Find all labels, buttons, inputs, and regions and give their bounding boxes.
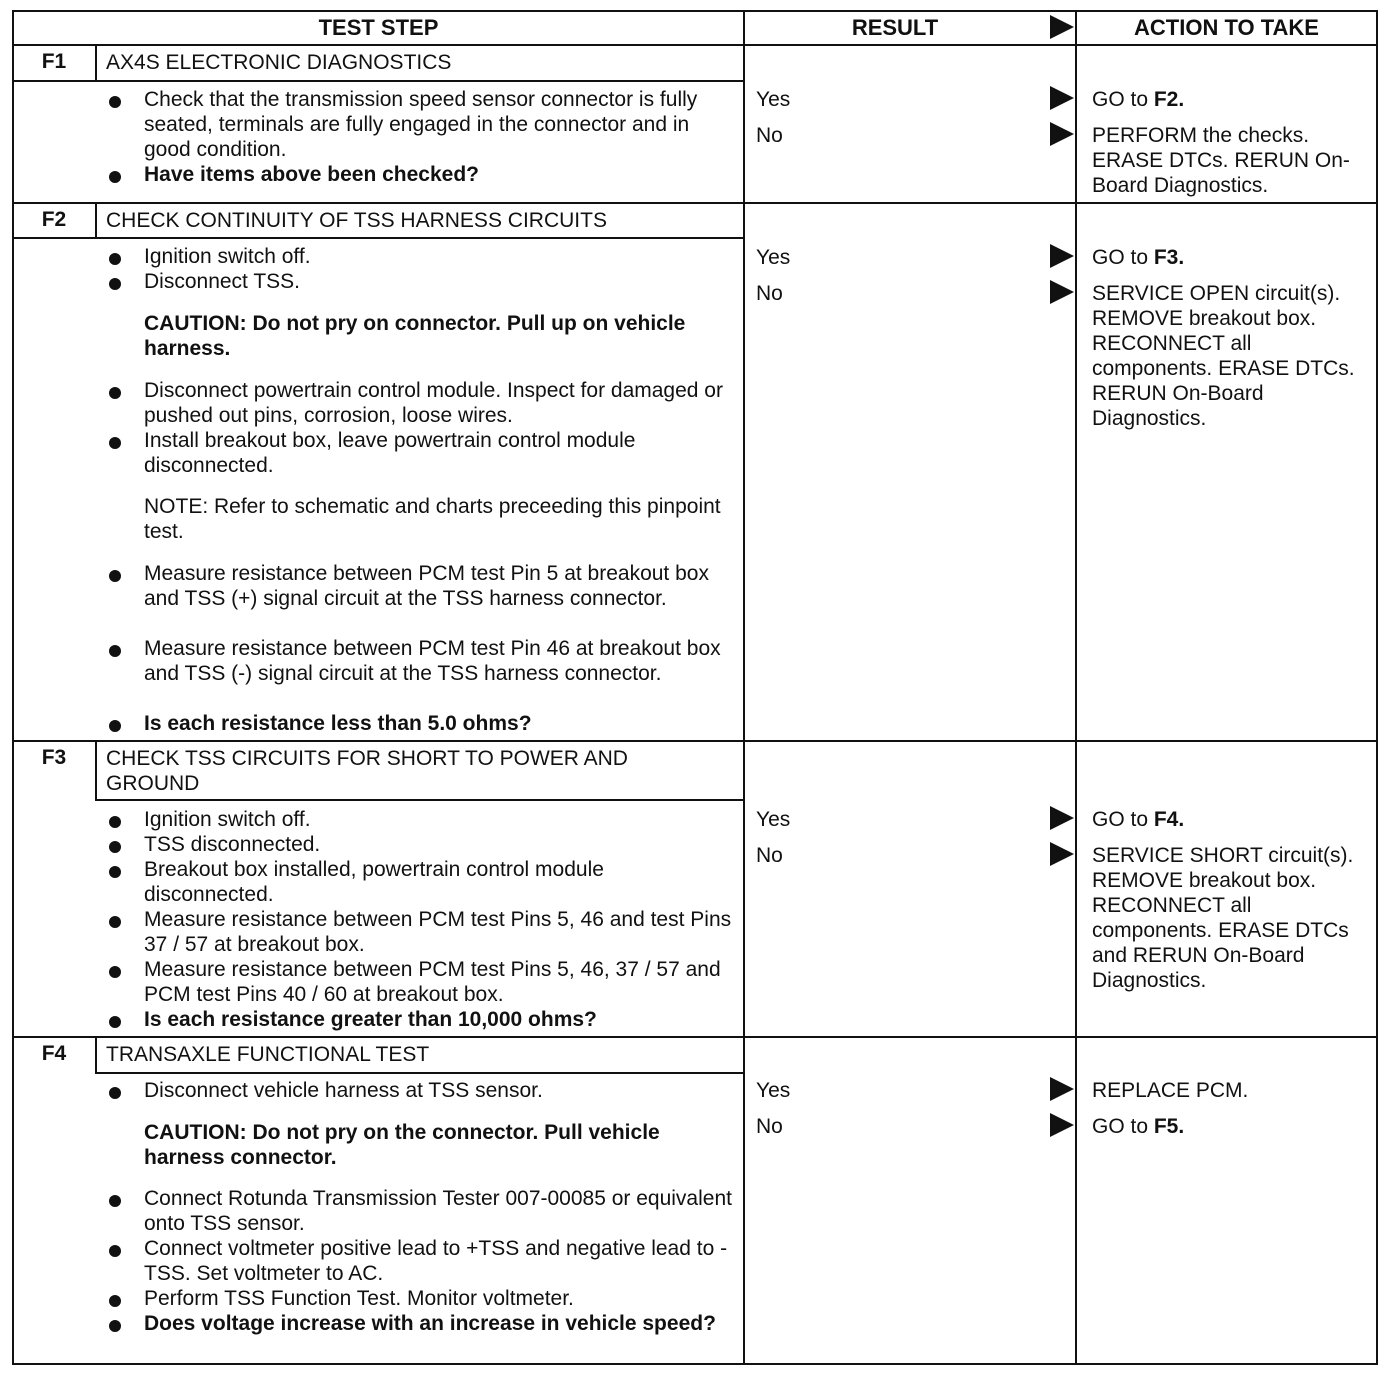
action-text: GO to [1092,808,1154,831]
action-no [1092,1114,1364,1139]
step-separator [12,1036,1378,1038]
step-instruction: Measure resistance between PCM test Pins 5, 46 and test Pins 37 / 57 at breakout box. [144,908,732,956]
action-no: SERVICE SHORT circuit(s). REMOVE breakout box. RECONNECT all components. ERASE DTCs and RERUN On-Board Diagnostics. [1092,844,1354,992]
result-yes: Yes [756,88,791,111]
step-separator [12,740,1378,742]
bullet-icon [109,570,121,582]
bullet-icon [109,387,121,399]
column-divider-result [743,10,745,1365]
result-yes: Yes [756,246,791,269]
step-title: TRANSAXLE FUNCTIONAL TEST [106,1043,430,1066]
caution-note: CAUTION: Do not pry on connector. Pull up on vehicle harness. [144,312,686,360]
action-text: GO to [1092,246,1154,269]
title-underline [12,80,745,82]
step-title: CHECK CONTINUITY OF TSS HARNESS CIRCUITS [106,209,607,232]
step-instruction: Check that the transmission speed sensor connector is fully seated, terminals are fully engaged in the connector and in good condition. [144,88,698,161]
step-instruction: Install breakout box, leave powertrain control module disconnected. [144,429,636,477]
step-instruction: TSS disconnected. [144,833,321,856]
step-instruction: Disconnect vehicle harness at TSS sensor. [144,1079,543,1102]
right-triangle-arrow-icon [1050,1113,1074,1137]
step-id-divider [95,740,97,800]
result-no: No [756,844,783,867]
bullet-icon [109,437,121,449]
result-yes: Yes [756,1079,791,1102]
action-text: GO to [1092,1115,1154,1138]
bullet-icon [109,866,121,878]
title-underline [95,1072,745,1074]
action-yes [1092,87,1364,112]
bullet-icon [109,1016,121,1028]
step-instruction: Perform TSS Function Test. Monitor voltmeter. [144,1287,574,1310]
header-action: ACTION TO TAKE [1134,15,1319,40]
caution-note: CAUTION: Do not pry on the connector. Pull vehicle harness connector. [144,1121,660,1169]
action-yes [1092,807,1364,832]
bullet-icon [109,816,121,828]
right-triangle-arrow-icon [1050,122,1074,146]
bullet-icon [109,1295,121,1307]
action-step-ref: F2. [1153,88,1185,111]
title-underline [95,799,745,801]
bullet-icon [109,278,121,290]
column-divider-action [1075,10,1077,1365]
header-divider [12,44,1378,46]
header-result: RESULT [851,15,939,40]
action-step-ref: F4. [1153,808,1185,831]
step-id: F1 [41,50,67,73]
step-id-divider [95,202,97,238]
right-triangle-arrow-icon [1050,280,1074,304]
step-id-divider [95,1036,97,1073]
right-triangle-arrow-icon [1050,86,1074,110]
step-instruction: Connect voltmeter positive lead to +TSS and negative lead to -TSS. Set voltmeter to AC. [144,1237,728,1285]
step-instruction: Connect Rotunda Transmission Tester 007-00085 or equivalent onto TSS sensor. [144,1187,732,1235]
bullet-icon [109,96,121,108]
bullet-icon [109,841,121,853]
step-question: Is each resistance greater than 10,000 ohms? [144,1008,597,1031]
bullet-icon [109,1195,121,1207]
step-separator [12,202,1378,204]
result-no: No [756,1115,783,1138]
reference-note: NOTE: Refer to schematic and charts preceeding this pinpoint test. [144,495,721,543]
step-instruction: Measure resistance between PCM test Pin 5 at breakout box and TSS (+) signal circuit at the TSS harness connector. [144,562,709,610]
step-question: Have items above been checked? [144,163,479,186]
bullet-icon [109,645,121,657]
step-question: Does voltage increase with an increase in vehicle speed? [144,1312,716,1335]
result-no: No [756,282,783,305]
step-title: AX4S ELECTRONIC DIAGNOSTICS [106,51,452,74]
step-instruction: Ignition switch off. [144,808,311,831]
right-triangle-arrow-icon [1050,1077,1074,1101]
step-instruction: Breakout box installed, powertrain control module disconnected. [144,858,604,906]
right-triangle-arrow-icon [1050,842,1074,866]
header-test-step: TEST STEP [318,15,439,40]
step-id: F4 [41,1042,67,1065]
bullet-icon [109,916,121,928]
step-title: CHECK TSS CIRCUITS FOR SHORT TO POWER AND GROUND [106,747,628,795]
right-triangle-arrow-icon [1050,15,1074,39]
action-text: GO to [1092,88,1154,111]
step-instruction: Measure resistance between PCM test Pin 46 at breakout box and TSS (-) signal circuit at the TSS harness connector. [144,637,721,685]
right-triangle-arrow-icon [1050,244,1074,268]
bullet-icon [109,1087,121,1099]
action-no: PERFORM the checks. ERASE DTCs. RERUN On-Board Diagnostics. [1092,124,1350,197]
bullet-icon [109,171,121,183]
step-question: Is each resistance less than 5.0 ohms? [144,712,532,735]
bullet-icon [109,1245,121,1257]
action-yes: REPLACE PCM. [1092,1079,1249,1102]
action-yes [1092,245,1364,270]
right-triangle-arrow-icon [1050,806,1074,830]
action-step-ref: F3. [1153,246,1185,269]
bullet-icon [109,966,121,978]
action-no: SERVICE OPEN circuit(s). REMOVE breakout box. RECONNECT all components. ERASE DTCs. RERUN On-Board Diagnostics. [1092,282,1355,430]
table-right-border [1376,10,1378,1365]
step-instruction: Disconnect TSS. [144,270,301,293]
title-underline [12,237,745,239]
bullet-icon [109,253,121,265]
step-id: F2 [41,208,67,231]
bullet-icon [109,720,121,732]
table-bottom-border [12,1363,1378,1365]
step-instruction: Disconnect powertrain control module. Inspect for damaged or pushed out pins, corrosion, loose wires. [144,379,723,427]
step-id: F3 [41,746,67,769]
result-no: No [756,124,783,147]
step-instruction: Measure resistance between PCM test Pins 5, 46, 37 / 57 and PCM test Pins 40 / 60 at breakout box. [144,958,721,1006]
action-step-ref: F5. [1153,1115,1185,1138]
bullet-icon [109,1320,121,1332]
result-yes: Yes [756,808,791,831]
step-instruction: Ignition switch off. [144,245,311,268]
step-id-divider [95,44,97,82]
